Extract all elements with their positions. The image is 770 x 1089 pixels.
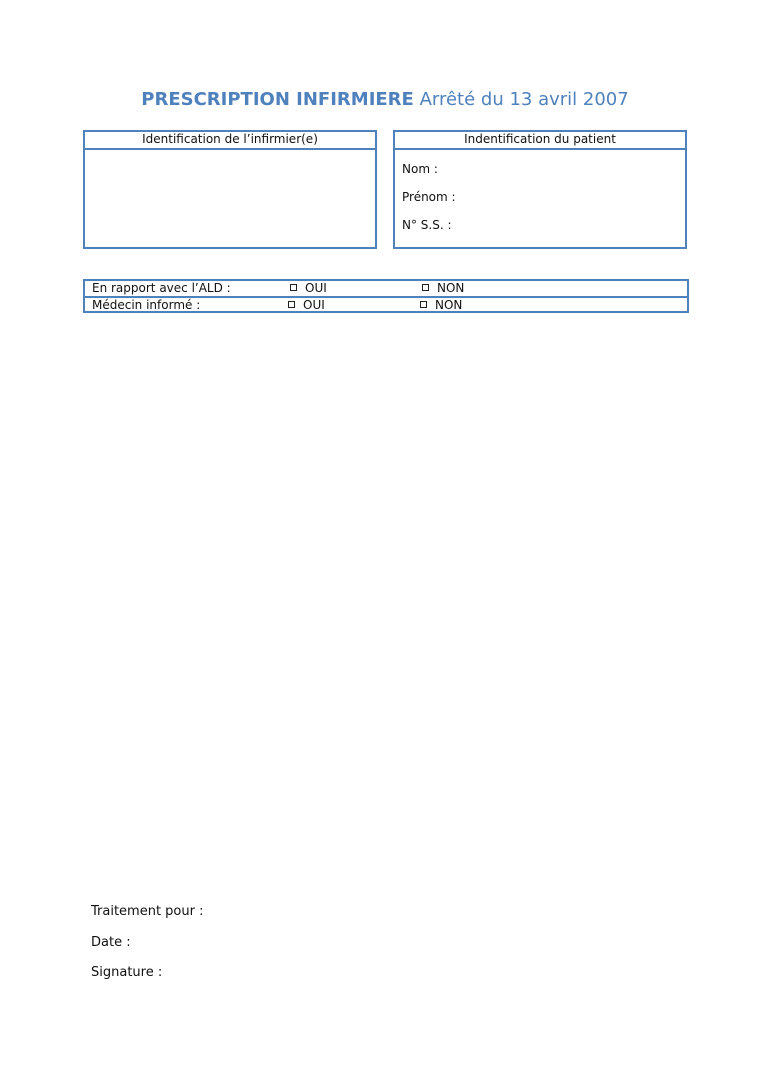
ald-row [85,281,687,296]
doctor-informed-row [85,296,687,313]
patient-firstname-field[interactable]: Prénom : [402,190,456,204]
ald-no-option[interactable] [422,281,464,296]
patient-name-field[interactable]: Nom : [402,162,438,176]
ald-table [83,279,689,313]
treatment-for-field[interactable]: Traitement pour : [91,904,204,919]
patient-ss-number-field[interactable]: N° S.S. : [402,218,452,232]
doctor-no-label: NON [435,298,463,312]
ald-yes-label: OUI [305,281,327,295]
patient-identification-box [393,130,687,249]
doctor-no-option[interactable] [420,298,462,313]
nurse-identification-box[interactable] [83,130,377,249]
checkbox-icon[interactable] [290,284,297,291]
doctor-yes-label: OUI [303,298,325,312]
date-field[interactable]: Date : [91,935,131,950]
doctor-informed-label: Médecin informé : [92,298,201,312]
checkbox-icon[interactable] [288,301,295,308]
signature-field[interactable]: Signature : [91,965,163,980]
checkbox-icon[interactable] [420,301,427,308]
doctor-yes-option[interactable] [288,298,325,313]
ald-yes-option[interactable] [290,281,327,296]
ald-no-label: NON [437,281,465,295]
ald-row-label: En rapport avec l’ALD : [92,281,231,295]
patient-box-heading: Indentification du patient [395,132,685,150]
nurse-box-heading: Identification de l’infirmier(e) [85,132,375,150]
page-title [0,89,770,110]
checkbox-icon[interactable] [422,284,429,291]
title-subtitle: Arrêté du 13 avril 2007 [419,89,629,110]
title-main: PRESCRIPTION INFIRMIERE [141,89,414,110]
